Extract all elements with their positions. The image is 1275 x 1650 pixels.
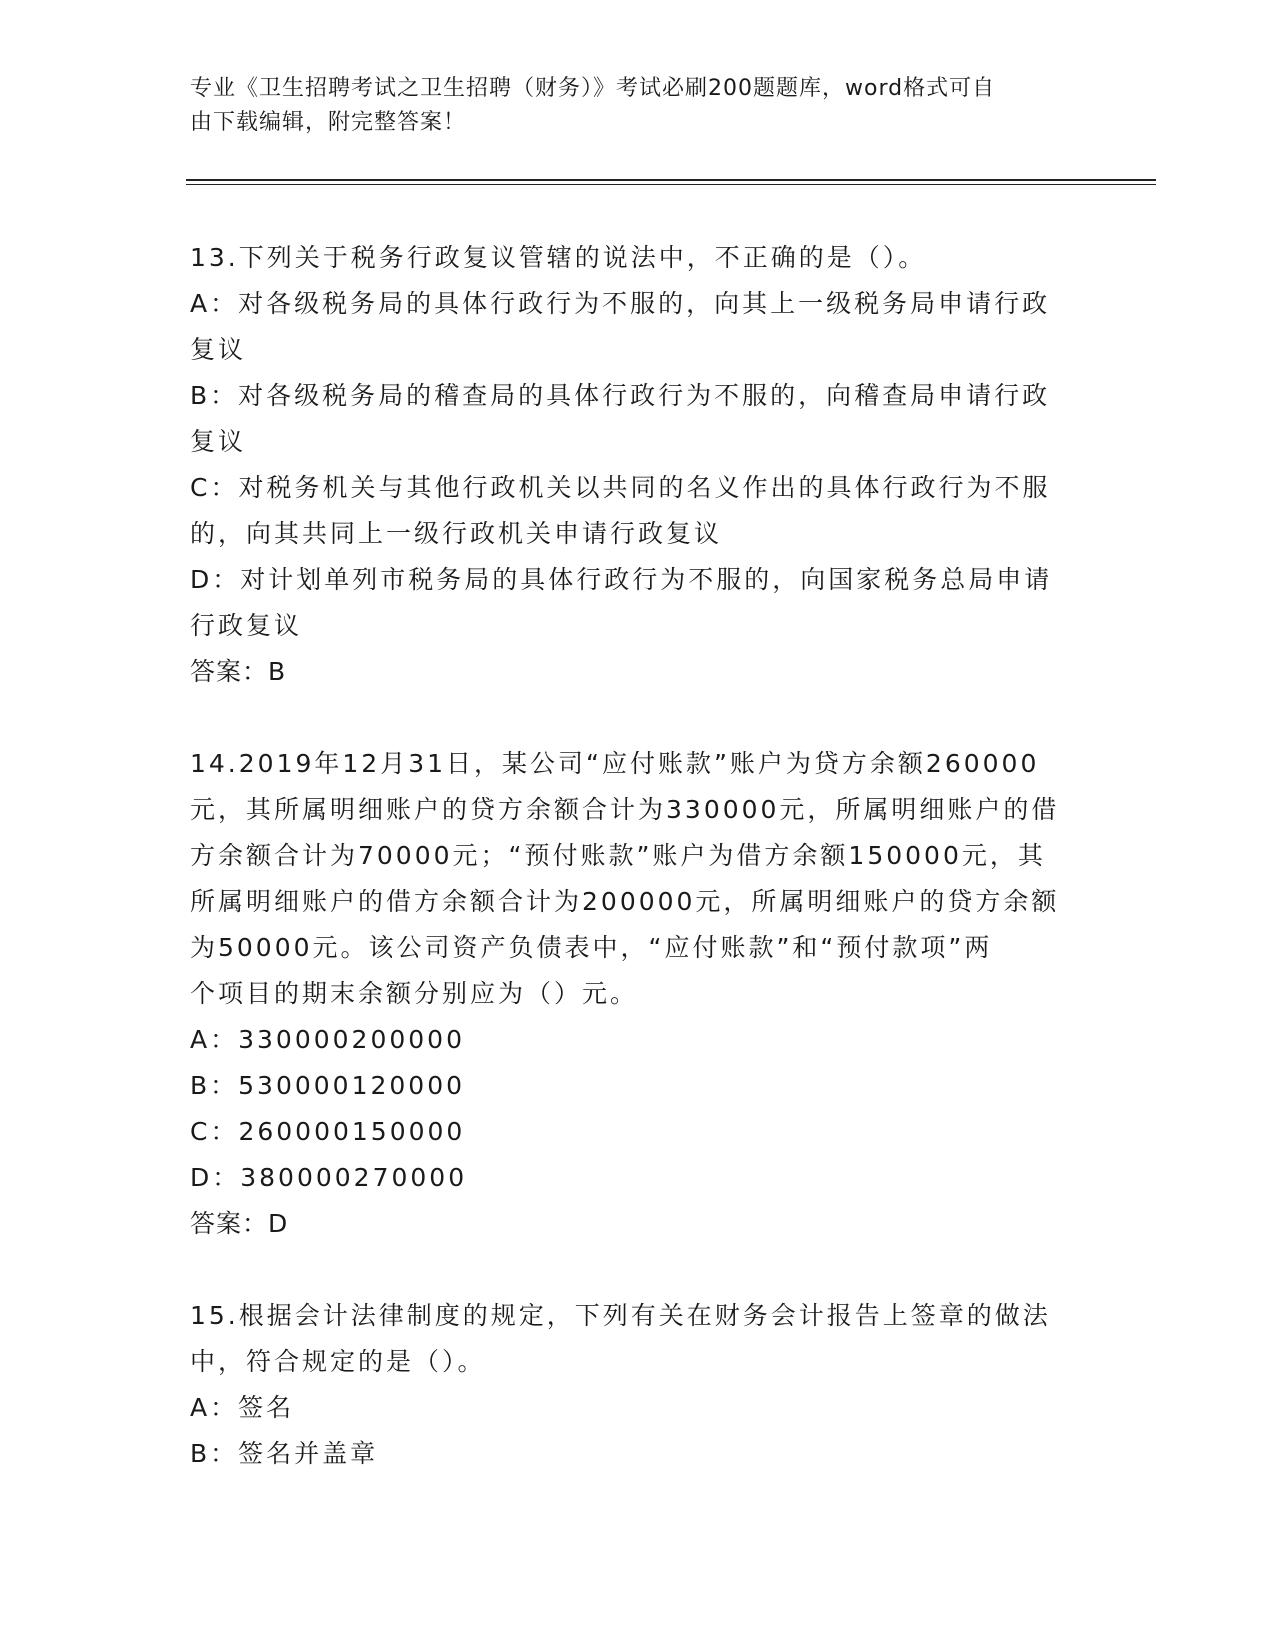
question-15-option-b: B：签名并盖章 bbox=[190, 1439, 379, 1468]
question-15-stem-1: 15.根据会计法律制度的规定，下列有关在财务会计报告上签章的做法 bbox=[190, 1301, 1051, 1330]
question-13-option-b: B：对各级税务局的稽查局的具体行政行为不服的，向稽查局申请行政 bbox=[190, 381, 1051, 410]
question-15-stem-2: 中，符合规定的是（）。 bbox=[190, 1347, 486, 1376]
question-14-option-c: C：260000150000 bbox=[190, 1117, 466, 1146]
question-13-stem: 13.下列关于税务行政复议管辖的说法中，不正确的是（）。 bbox=[190, 243, 927, 272]
header-title-line-1: 专业《卫生招聘考试之卫生招聘（财务）》考试必刷200题题库，word格式可自 bbox=[190, 76, 996, 101]
question-13-option-d: D：对计划单列市税务局的具体行政行为不服的，向国家税务总局申请 bbox=[190, 565, 1053, 594]
question-list bbox=[190, 235, 1090, 1523]
question-14-option-b: B：530000120000 bbox=[190, 1071, 466, 1100]
question-13-option-b-cont: 复议 bbox=[190, 427, 247, 456]
header-divider-thick bbox=[186, 179, 1156, 181]
question-14 bbox=[190, 741, 1090, 1247]
question-14-stem-4: 所属明细账户的借方余额合计为200000元，所属明细账户的贷方余额 bbox=[190, 887, 1060, 916]
question-13-option-d-cont: 行政复议 bbox=[190, 611, 303, 640]
question-14-stem-5: 为50000元。该公司资产负债表中，“应付账款”和“预付款项”两 bbox=[190, 933, 993, 962]
question-14-stem-1: 14.2019年12月31日，某公司“应付账款”账户为贷方余额260000 bbox=[190, 749, 1040, 778]
question-14-stem-3: 方余额合计为70000元；“预付账款”账户为借方余额150000元，其 bbox=[190, 841, 1046, 870]
question-13-option-a: A：对各级税务局的具体行政行为不服的，向其上一级税务局申请行政 bbox=[190, 289, 1051, 318]
question-14-option-a: A：330000200000 bbox=[190, 1025, 465, 1054]
document-header bbox=[190, 72, 1070, 140]
question-13-option-c-cont: 的，向其共同上一级行政机关申请行政复议 bbox=[190, 519, 723, 548]
question-13 bbox=[190, 235, 1090, 695]
question-14-stem-6: 个项目的期末余额分别应为（）元。 bbox=[190, 979, 639, 1008]
header-title-line-2: 由下载编辑，附完整答案！ bbox=[190, 110, 467, 135]
header-divider-thin bbox=[186, 184, 1156, 185]
question-15-option-a: A：签名 bbox=[190, 1393, 295, 1422]
question-14-answer: 答案：D bbox=[190, 1209, 289, 1238]
question-14-option-d: D：380000270000 bbox=[190, 1163, 468, 1192]
question-15 bbox=[190, 1293, 1090, 1477]
question-13-answer: 答案：B bbox=[190, 657, 287, 686]
question-13-option-a-cont: 复议 bbox=[190, 335, 247, 364]
question-13-option-c: C：对税务机关与其他行政机关以共同的名义作出的具体行政行为不服 bbox=[190, 473, 1051, 502]
question-14-stem-2: 元，其所属明细账户的贷方余额合计为330000元，所属明细账户的借 bbox=[190, 795, 1060, 824]
